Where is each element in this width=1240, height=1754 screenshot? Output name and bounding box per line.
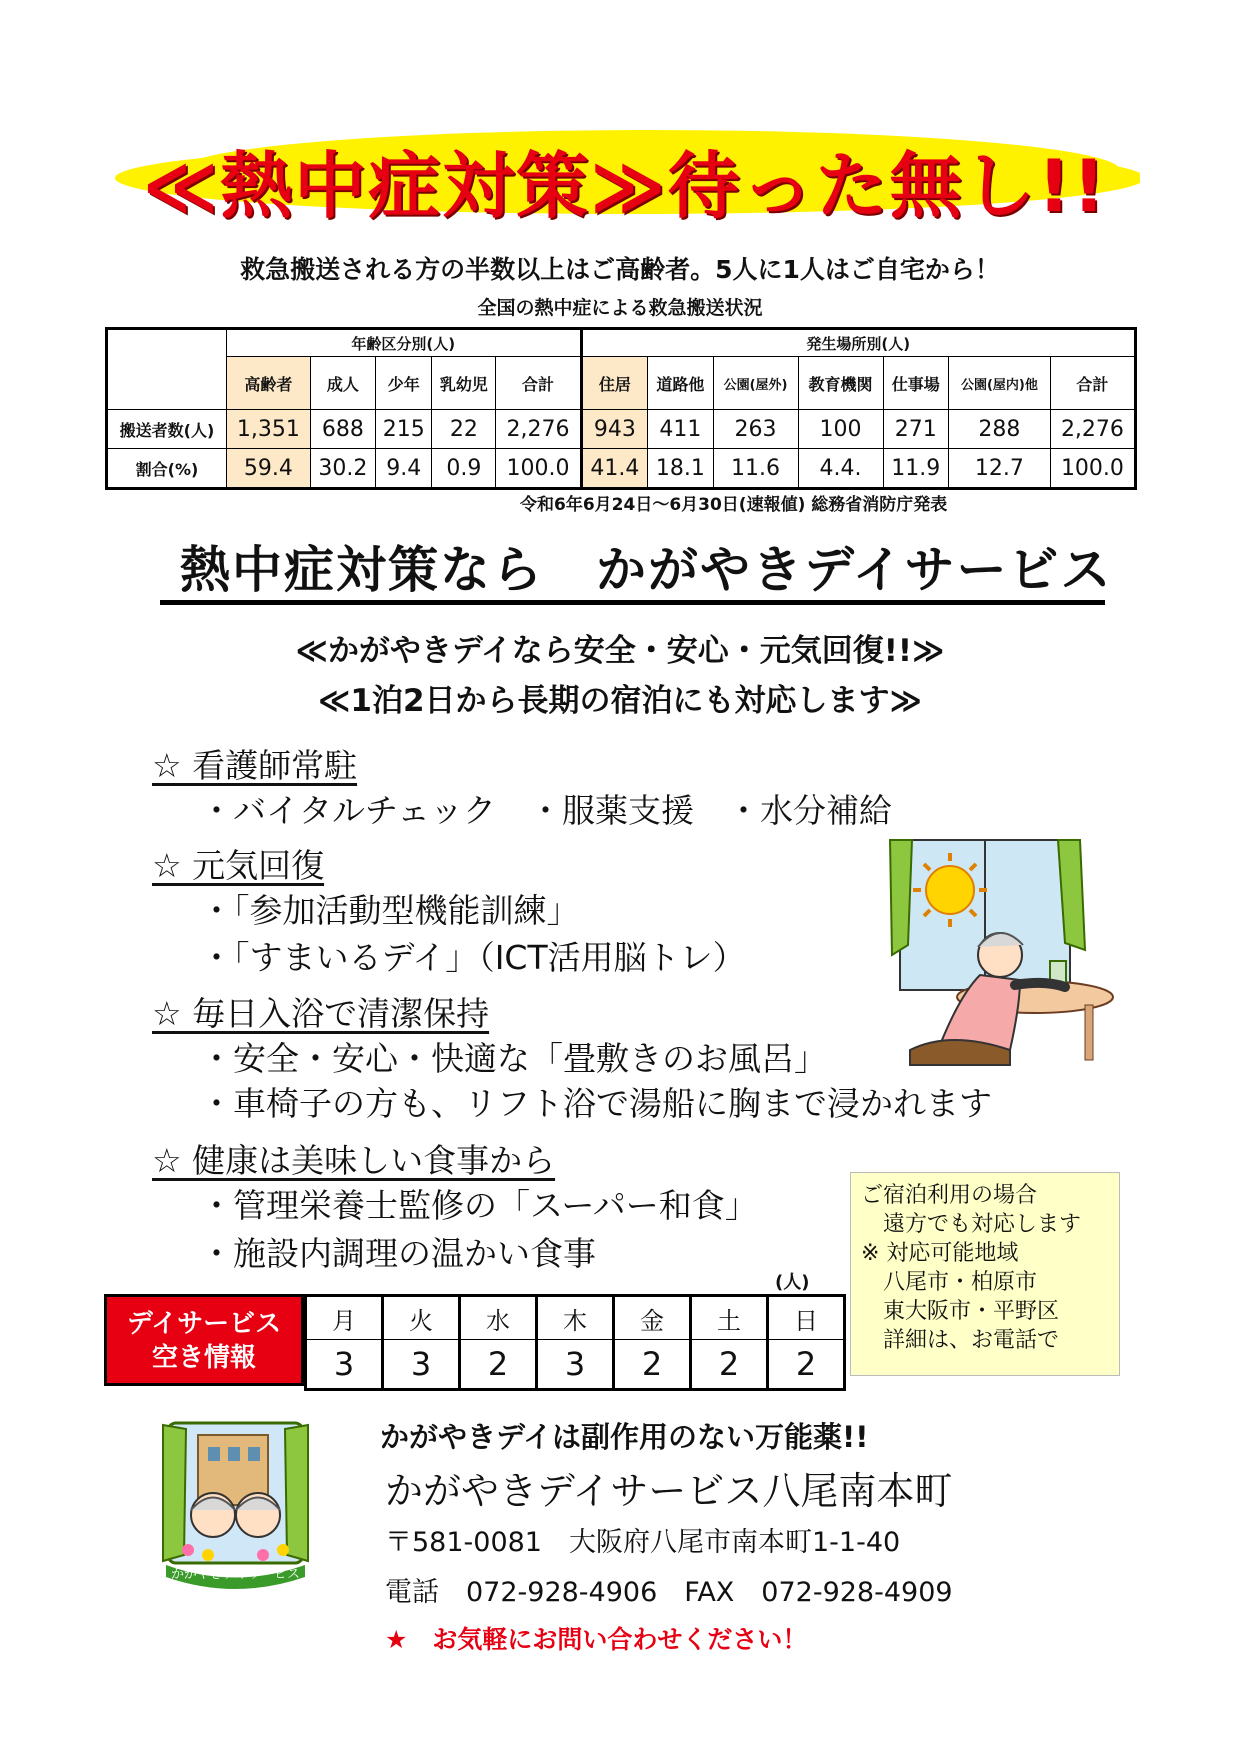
address: 〒581-0081 大阪府八尾市南本町1-1-40: [385, 1527, 901, 1558]
vacancy-table: [304, 1294, 846, 1391]
contact-cta: ★ お気軽にお問い合わせください！: [385, 1625, 808, 1654]
list-item: ・施設内調理の温かい食事: [200, 1234, 596, 1273]
table-cell: 1,351: [227, 410, 311, 449]
table-cell: 688: [310, 410, 375, 449]
col-header: 合計: [496, 357, 581, 410]
tagline: かがやきデイは副作用のない万能薬!!: [380, 1420, 869, 1454]
vacancy-count: 2: [768, 1340, 845, 1390]
col-header: 乳幼児: [432, 357, 496, 410]
table-cell: 2,276: [496, 410, 581, 449]
section-title-recovery: ☆ 元気回復: [152, 846, 325, 885]
col-header: 合計: [1050, 357, 1135, 410]
table-cell: 943: [581, 410, 648, 449]
vacancy-count: 3: [537, 1340, 614, 1390]
section-title-nurse: ☆ 看護師常駐: [152, 746, 358, 785]
table-cell: 22: [432, 410, 496, 449]
company-name: かがやきデイサービス八尾南本町: [385, 1469, 953, 1513]
source-note: 令和6年6月24日～6月30日(速報値) 総務省消防庁発表: [520, 495, 948, 515]
table-row: [107, 449, 1136, 489]
row-label: 搬送者数(人): [107, 410, 227, 449]
company-logo: [158, 1415, 313, 1595]
note-line: 遠方でも対応します: [861, 1212, 1082, 1237]
table-row: [306, 1340, 845, 1390]
vacancy-count: 3: [383, 1340, 460, 1390]
day-header: 月: [306, 1296, 383, 1340]
table-cell: 271: [883, 410, 948, 449]
col-header: 公園(屋内)他: [948, 357, 1050, 410]
table-cell: 12.7: [948, 449, 1050, 489]
note-line: 八尾市・柏原市: [861, 1270, 1038, 1295]
table-cell: 9.4: [376, 449, 432, 489]
slogan-stay: ≪1泊2日から長期の宿泊にも対応します≫: [317, 683, 923, 719]
table-cell: 100.0: [1050, 449, 1135, 489]
table-cell: 18.1: [648, 449, 713, 489]
day-header: 水: [460, 1296, 537, 1340]
table-cell: 263: [713, 410, 798, 449]
col-header: 公園(屋外): [713, 357, 798, 410]
vacancy-label-line1: デイサービス: [126, 1309, 282, 1339]
corner-cell: [107, 329, 227, 410]
col-header: 仕事場: [883, 357, 948, 410]
table-cell: 11.6: [713, 449, 798, 489]
note-line: ご宿泊利用の場合: [861, 1183, 1038, 1208]
vacancy-count: 3: [306, 1340, 383, 1390]
table-cell: 215: [376, 410, 432, 449]
table-row: [306, 1296, 845, 1340]
list-item: ・「すまいるデイ」（ICT活用脳トレ）: [200, 938, 746, 977]
phone-fax: 電話 072-928-4906 FAX 072-928-4909: [385, 1577, 953, 1608]
subtitle: 救急搬送される方の半数以上はご高齢者。5人に1人はご自宅から！: [240, 255, 1000, 284]
table-row: [107, 410, 1136, 449]
heading-underline: [160, 600, 1105, 605]
col-header: 住居: [581, 357, 648, 410]
day-header: 木: [537, 1296, 614, 1340]
table-cell: 41.4: [581, 449, 648, 489]
table-cell: 411: [648, 410, 713, 449]
list-item: ・バイタルチェック ・服薬支援 ・水分補給: [200, 791, 893, 830]
table-cell: 100.0: [496, 449, 581, 489]
vacancy-label-line2: 空き情報: [151, 1343, 256, 1373]
note-line: ※ 対応可能地域: [861, 1241, 1019, 1266]
col-header: 教育機関: [798, 357, 883, 410]
logo-text: かがやきデイサービス: [170, 1567, 301, 1582]
list-item: ・管理栄養士監修の「スーパー和食」: [200, 1186, 758, 1225]
unit-label: (人): [775, 1272, 810, 1293]
col-header: 少年: [376, 357, 432, 410]
table-caption: 全国の熱中症による救急搬送状況: [477, 297, 763, 319]
col-header: 高齢者: [227, 357, 311, 410]
table-cell: 288: [948, 410, 1050, 449]
table-cell: 30.2: [310, 449, 375, 489]
table-cell: 100: [798, 410, 883, 449]
transport-stats-table: [105, 327, 1137, 490]
list-item: ・車椅子の方も、リフト浴で湯船に胸まで浸かれます: [200, 1084, 992, 1123]
row-label: 割合(%): [107, 449, 227, 489]
day-header: 金: [614, 1296, 691, 1340]
vacancy-count: 2: [691, 1340, 768, 1390]
day-header: 土: [691, 1296, 768, 1340]
service-heading: 熱中症対策なら かがやきデイサービス: [180, 541, 1113, 599]
heatstroke-elder-illustration: [880, 835, 1125, 1080]
section-title-bath: ☆ 毎日入浴で清潔保持: [152, 994, 490, 1033]
table-cell: 4.4.: [798, 449, 883, 489]
col-header: 成人: [310, 357, 375, 410]
table-cell: 0.9: [432, 449, 496, 489]
age-group-header: 年齢区分別(人): [227, 329, 582, 357]
col-header: 道路他: [648, 357, 713, 410]
title-banner: [110, 120, 1140, 230]
note-line: 東大阪市・平野区: [861, 1299, 1060, 1324]
day-header: 日: [768, 1296, 845, 1340]
stay-info-note: [850, 1172, 1120, 1376]
place-group-header: 発生場所別(人): [581, 329, 1136, 357]
list-item: ・「参加活動型機能訓練」: [200, 891, 580, 930]
vacancy-label: [104, 1294, 304, 1386]
table-cell: 2,276: [1050, 410, 1135, 449]
vacancy-count: 2: [460, 1340, 537, 1390]
vacancy-count: 2: [614, 1340, 691, 1390]
table-cell: 11.9: [883, 449, 948, 489]
list-item: ・安全・安心・快適な「畳敷きのお風呂」: [200, 1039, 827, 1078]
note-line: 詳細は、お電話で: [861, 1328, 1060, 1353]
section-title-meal: ☆ 健康は美味しい食事から: [152, 1141, 556, 1180]
table-cell: 59.4: [227, 449, 311, 489]
day-header: 火: [383, 1296, 460, 1340]
slogan-safety: ≪かがやきデイなら安全・安心・元気回復!!≫: [295, 633, 945, 669]
page-title: ≪熱中症対策≫待った無し!!: [142, 144, 1108, 228]
